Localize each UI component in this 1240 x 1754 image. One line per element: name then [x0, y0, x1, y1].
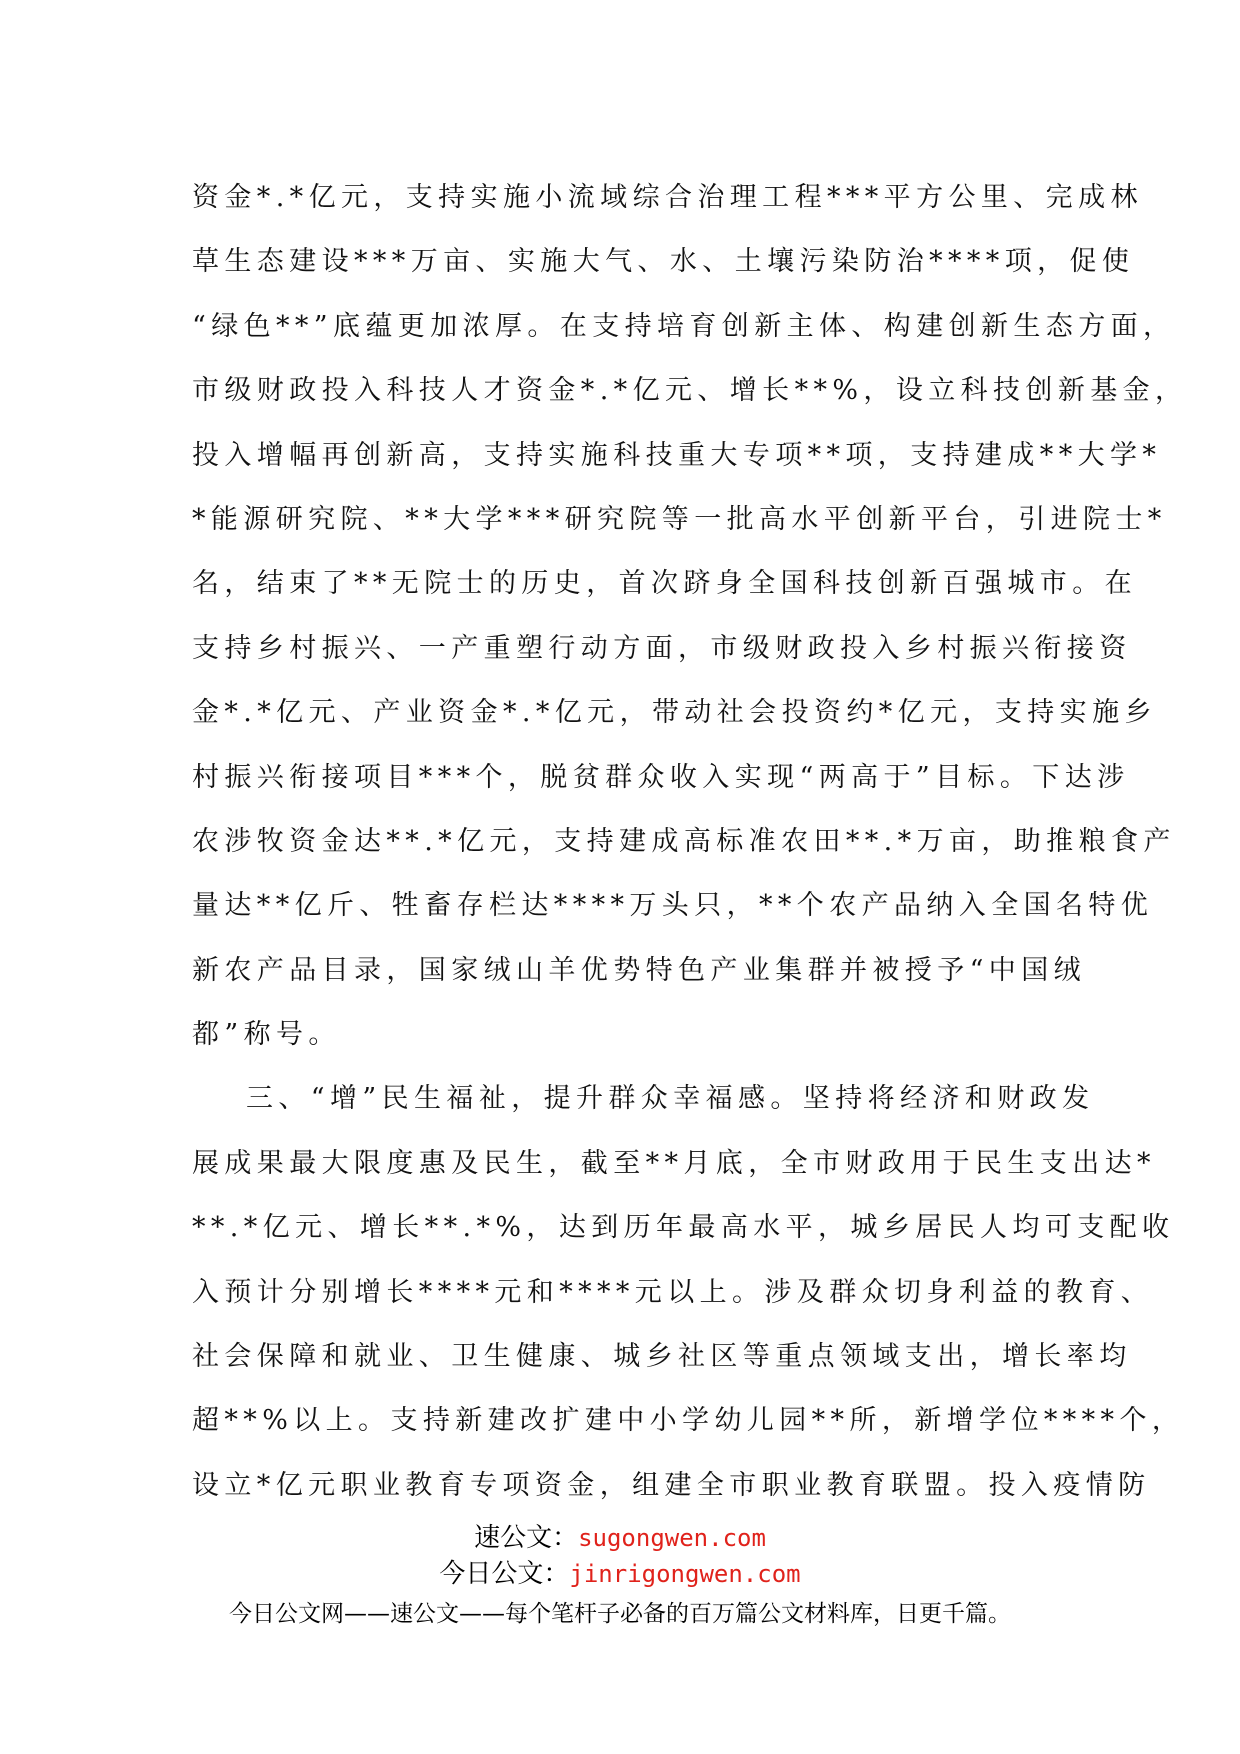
- section-heading-line: 三、“增”民生福祉，提升群众幸福感。坚持将经济和财政发: [246, 1083, 1095, 1115]
- text-line: 投入增幅再创新高，支持实施科技重大专项**项，支持建成**大学*: [192, 439, 1162, 471]
- document-body: [192, 166, 1188, 1518]
- footer-line-sugongwen: [0, 1520, 1240, 1556]
- footer-slogan: 今日公文网——速公文——每个笔杆子必备的百万篇公文材料库，日更千篇。: [229, 1601, 1011, 1627]
- text-line: 量达**亿斤、牲畜存栏达****万头只，**个农产品纳入全国名特优: [192, 890, 1154, 922]
- text-line: *能源研究院、**大学***研究院等一批高水平创新平台，引进院士*: [192, 503, 1167, 535]
- text-line: 草生态建设***万亩、实施大气、水、土壤污染防治****项，促使: [192, 246, 1135, 278]
- text-line: 新农产品目录，国家绒山羊优势特色产业集群并被授予“中国绒: [192, 954, 1087, 986]
- text-line: 超**%以上。支持新建改扩建中小学幼儿园**所，新增学位****个，: [192, 1405, 1185, 1437]
- text-line: 名，结束了**无院士的历史，首次跻身全国科技创新百强城市。在: [192, 568, 1137, 600]
- text-line: “绿色**”底蕴更加浓厚。在支持培育创新主体、构建创新生态方面，: [192, 310, 1176, 342]
- text-line: 支持乡村振兴、一产重塑行动方面，市级财政投入乡村振兴衔接资: [192, 632, 1132, 664]
- text-line: 金*.*亿元、产业资金*.*亿元，带动社会投资约*亿元，支持实施乡: [192, 697, 1157, 729]
- text-line: 都”称号。: [192, 1019, 341, 1051]
- footer-label: 速公文：: [474, 1523, 579, 1553]
- sugongwen-link[interactable]: sugongwen.com: [578, 1524, 766, 1552]
- text-line: 资金*.*亿元，支持实施小流域综合治理工程***平方公里、完成林: [192, 182, 1143, 213]
- text-line: 村振兴衔接项目***个，脱贫群众收入实现“两高于”目标。下达涉: [192, 761, 1130, 793]
- text-line: 设立*亿元职业教育专项资金，组建全市职业教育联盟。投入疫情防: [192, 1469, 1151, 1501]
- footer-label: 今日公文：: [439, 1559, 570, 1589]
- text-line: 展成果最大限度惠及民生，截至**月底，全市财政用于民生支出达*: [192, 1147, 1156, 1179]
- text-line: **.*亿元、增长**.*%，达到历年最高水平，城乡居民人均可支配收: [192, 1212, 1175, 1244]
- text-line: 市级财政投入科技人才资金*.*亿元、增长**%，设立科技创新基金，: [192, 375, 1188, 407]
- watermark-footer: [0, 1520, 1240, 1632]
- text-line: 农涉牧资金达**.*亿元，支持建成高标准农田**.*万亩，助推粮食产: [192, 825, 1176, 857]
- text-line: 入预计分别增长****元和****元以上。涉及群众切身利益的教育、: [192, 1276, 1154, 1308]
- jinrigongwen-link[interactable]: jinrigongwen.com: [569, 1560, 801, 1588]
- text-line: 社会保障和就业、卫生健康、城乡社区等重点领域支出，增长率均: [192, 1341, 1132, 1373]
- footer-line-jinrigongwen: [0, 1556, 1240, 1592]
